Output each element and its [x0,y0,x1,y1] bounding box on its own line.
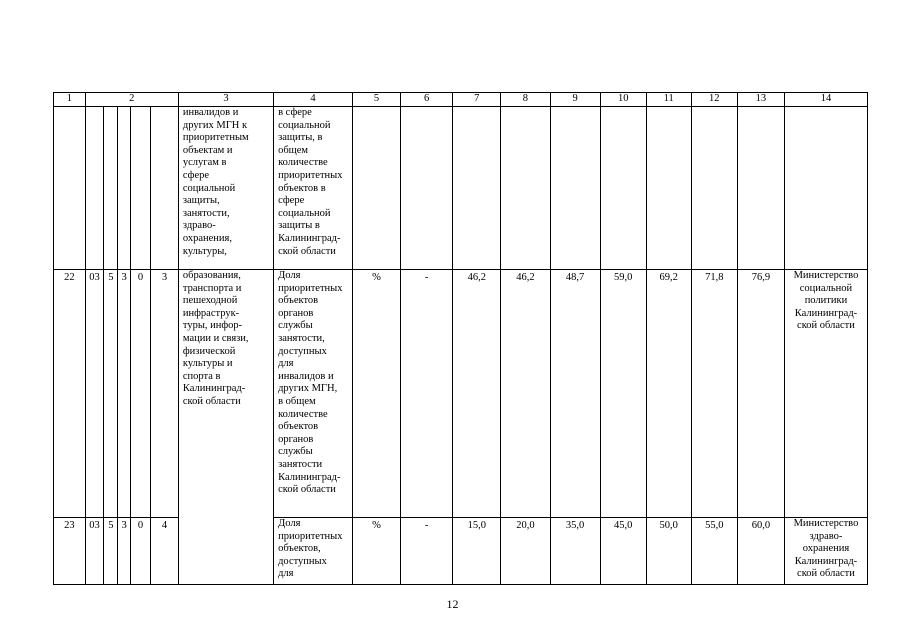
code-cell: 0 [130,518,150,585]
base-value: - [401,270,453,518]
value-cell: 69,2 [646,270,691,518]
header-cell: 8 [501,93,550,107]
code-cell: 5 [104,518,118,585]
unit-cell: % [352,270,400,518]
value-cell: 48,7 [550,270,600,518]
header-cell: 5 [352,93,400,107]
row-number: 23 [54,518,86,585]
header-cell: 1 [54,93,86,107]
indicator-text: Доля приоритетных объектов, доступных для [274,518,353,585]
table-row [54,518,868,585]
code-cell: 3 [151,270,179,518]
header-cell: 6 [401,93,453,107]
header-cell: 9 [550,93,600,107]
code-cell: 03 [85,270,103,518]
value-cell: 59,0 [600,270,646,518]
code-cell: 03 [85,518,103,585]
table-row [54,107,868,270]
goal-text-continued: инвалидов и других МГН к приоритетным объектам и услугам в сфере социальной защиты, занятости, здраво- охранения, культуры, [178,107,273,270]
code-cell: 0 [130,270,150,518]
goal-text: образования, транспорта и пешеходной инфраструк- туры, инфор- мации и связи, физической культуры и спорта в Калининград- ской области [178,270,273,585]
code-cell: 5 [104,270,118,518]
code-cell: 3 [118,518,130,585]
responsible-cell: Министерство здраво- охранения Калининград- ской области [784,518,867,585]
header-cell: 12 [691,93,737,107]
header-cell: 11 [646,93,691,107]
base-value: - [401,518,453,585]
responsible-cell: Министерство социальной политики Калининград- ской области [784,270,867,518]
header-cell: 4 [274,93,353,107]
row-number: 22 [54,270,86,518]
header-cell: 13 [737,93,784,107]
header-cell: 7 [453,93,501,107]
value-cell: 35,0 [550,518,600,585]
unit-cell: % [352,518,400,585]
value-cell: 50,0 [646,518,691,585]
value-cell: 60,0 [737,518,784,585]
indicator-table [53,92,868,585]
table-row [54,270,868,518]
code-cell: 3 [118,270,130,518]
value-cell: 15,0 [453,518,501,585]
header-cell: 2 [85,93,178,107]
value-cell: 45,0 [600,518,646,585]
header-cell: 10 [600,93,646,107]
value-cell: 55,0 [691,518,737,585]
value-cell: 76,9 [737,270,784,518]
header-cell: 3 [178,93,273,107]
value-cell: 46,2 [501,270,550,518]
indicator-text: Доля приоритетных объектов органов службы занятости, доступных для инвалидов и других МГН, в общем количестве объектов органов службы занятости Калининград- ской области [274,270,353,518]
value-cell: 71,8 [691,270,737,518]
code-cell: 4 [151,518,179,585]
value-cell: 20,0 [501,518,550,585]
page-number: 12 [446,597,459,611]
indicator-text-continued: в сфере социальной защиты, в общем количестве приоритетных объектов в сфере социальной защиты в Калининград- ской области [274,107,353,270]
header-row [54,93,868,107]
header-cell: 14 [784,93,867,107]
value-cell: 46,2 [453,270,501,518]
